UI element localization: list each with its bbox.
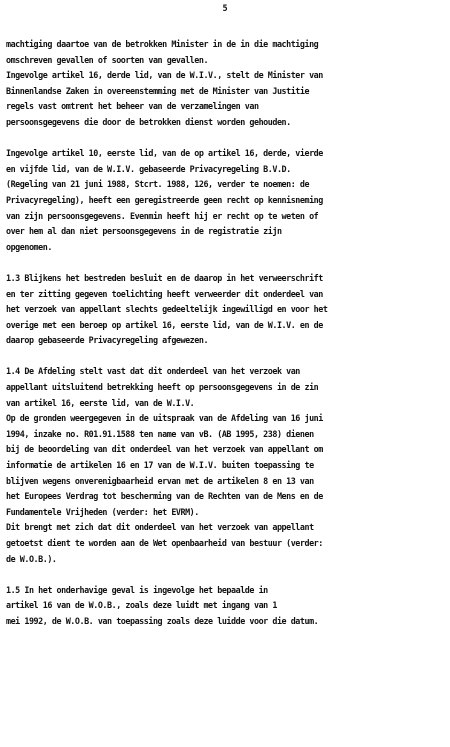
paragraph-2 <box>6 146 446 255</box>
paragraph-3 <box>6 271 446 349</box>
text-line: 1.3 Blijkens het bestreden besluit en de daarop in het verweerschrift <box>6 272 323 283</box>
paragraph-5 <box>6 583 446 630</box>
text-line: over hem al dan niet persoonsgegevens in de registratie zijn <box>6 226 282 237</box>
text-line: Fundamentele Vrijheden (verder: het EVRM). <box>6 506 199 517</box>
text-line: 1994, inzake no. R01.91.1588 ten name van vB. (AB 1995, 238) dienen <box>6 428 314 439</box>
text-line: machtiging daartoe van de betrokken Minister in de in die machtiging <box>6 39 319 49</box>
paragraph-4 <box>6 364 446 567</box>
paragraph-gap <box>6 255 446 271</box>
text-line: Privacyregeling), heeft een geregistreerde geen recht op kennisneming <box>6 194 323 205</box>
paragraph-gap <box>6 131 446 147</box>
text-line: van zijn persoonsgegevens. Evenmin heeft hij er recht op te weten of <box>6 210 319 221</box>
text-line: appellant uitsluitend betrekking heeft op persoonsgegevens in de zin <box>6 382 319 393</box>
text-line: Op de gronden weergegeven in de uitspraak van de Afdeling van 16 juni <box>6 413 323 424</box>
text-line: het verzoek van appellant slechts gedeeltelijk ingewilligd en voor het <box>6 304 328 315</box>
text-line: overige met een beroep op artikel 16, eerste lid, van de W.I.V. en de <box>6 319 323 330</box>
text-line: (Regeling van 21 juni 1988, Stcrt. 1988, 126, verder te noemen: de <box>6 179 310 190</box>
text-line: blijven wegens onverenigbaarheid ervan met de artikelen 8 en 13 van <box>6 475 314 486</box>
text-line: Ingevolge artikel 16, derde lid, van de W.I.V., stelt de Minister van <box>6 70 323 81</box>
text-line: Dit brengt met zich dat dit onderdeel van het verzoek van appellant <box>6 522 314 533</box>
text-line: regels vast omtrent het beheer van de verzamelingen van <box>6 101 259 112</box>
text-line: omschreven gevallen of soorten van gevallen. <box>6 54 209 65</box>
text-line: de W.O.B.). <box>6 553 57 564</box>
text-line: informatie de artikelen 16 en 17 van de W.I.V. buiten toepassing te <box>6 460 314 471</box>
text-line: persoonsgegevens die door de betrokken dienst worden gehouden. <box>6 116 291 127</box>
text-line: opgenomen. <box>6 241 52 252</box>
text-line: Binnenlandse Zaken in overeenstemming met de Minister van Justitie <box>6 85 310 96</box>
paragraph-gap <box>6 567 446 583</box>
text-line: Ingevolge artikel 10, eerste lid, van de op artikel 16, derde, vierde <box>6 148 323 159</box>
text-line: getoetst dient te worden aan de Wet openbaarheid van bestuur (verder: <box>6 538 323 548</box>
text-line: mei 1992, de W.O.B. van toepassing zoals deze luidde voor die datum. <box>6 615 319 626</box>
text-line: artikel 16 van de W.O.B., zoals deze luidt met ingang van 1 <box>6 600 277 611</box>
text-line: van artikel 16, eerste lid, van de W.I.V. <box>6 397 195 408</box>
text-line: en ter zitting gegeven toelichting heeft verweerder dit onderdeel van <box>6 288 323 299</box>
text-line: daarop gebaseerde Privacyregeling afgewezen. <box>6 335 209 346</box>
page-number: 5 <box>222 4 228 14</box>
paragraph-gap <box>6 349 446 365</box>
text-line: en vijfde lid, van de W.I.V. gebaseerde Privacyregeling B.V.D. <box>6 163 291 174</box>
text-line: bij de beoordeling van dit onderdeel van het verzoek van appellant om <box>6 444 323 455</box>
paragraph-1 <box>6 37 446 131</box>
text-line: 1.5 In het onderhavige geval is ingevolge het bepaalde in <box>6 584 268 595</box>
text-line: het Europees Verdrag tot bescherming van de Rechten van de Mens en de <box>6 491 323 502</box>
body-text <box>6 37 446 630</box>
text-line: 1.4 De Afdeling stelt vast dat dit onderdeel van het verzoek van <box>6 366 300 377</box>
